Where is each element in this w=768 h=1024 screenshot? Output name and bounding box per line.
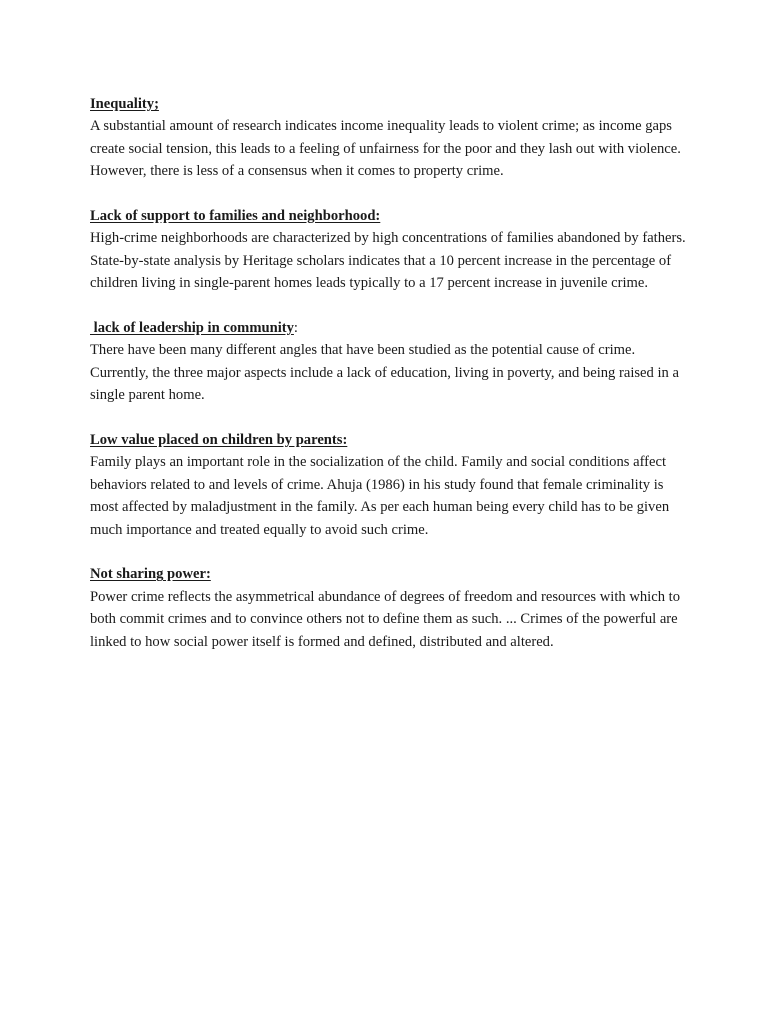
- section-paragraph: Family plays an important role in the socialization of the child. Family and social conditions affect behaviors related to and levels of crime. Ahuja (1986) in his study found that female criminality is most affected by maladjustment in the family. As per each human being every child has to be given much importance and treated equally to avoid such crime.: [90, 454, 670, 538]
- section-not-sharing-power: [90, 563, 690, 653]
- heading-text: Inequality;: [90, 96, 159, 112]
- heading-text: Low value placed on children by parents:: [90, 432, 348, 449]
- section-heading: [90, 205, 690, 227]
- heading-trail: :: [293, 320, 298, 337]
- section-paragraph: There have been many different angles that have been studied as the potential cause of crime. Currently, the three major aspects include a lack of education, living in poverty, and being raised in a single parent home.: [90, 342, 679, 404]
- heading-text: Not sharing power:: [90, 566, 211, 583]
- section-paragraph: Power crime reflects the asymmetrical abundance of degrees of freedom and resources with which to both commit crimes and to convince others not to define them as such. ... Crimes of the powerful are linked to how social power itself is formed and defined, distributed and altered.: [90, 588, 680, 650]
- heading-text: Lack of support to families and neighborhood:: [90, 208, 381, 225]
- document-body: [90, 93, 690, 675]
- section-paragraph: High-crime neighborhoods are characterized by high concentrations of families abandoned by fathers. State-by-state analysis by Heritage scholars indicates that a 10 percent increase in the percentage of children living in single-parent homes leads typically to a 17 percent increase in juvenile crime.: [90, 230, 686, 292]
- section-inequality: [90, 93, 690, 183]
- section-lack-of-support: [90, 205, 690, 295]
- section-heading: [90, 93, 690, 115]
- section-heading: [90, 429, 690, 451]
- section-paragraph: A substantial amount of research indicates income inequality leads to violent crime; as income gaps create social tension, this leads to a feeling of unfairness for the poor and they lash out with violence. However, there is less of a consensus when it comes to property crime.: [90, 118, 681, 180]
- section-low-value-on-children: [90, 429, 690, 541]
- section-heading: [90, 563, 690, 585]
- heading-text: lack of leadership in community: [90, 320, 294, 337]
- section-heading: [90, 317, 690, 339]
- section-lack-of-leadership: [90, 317, 690, 407]
